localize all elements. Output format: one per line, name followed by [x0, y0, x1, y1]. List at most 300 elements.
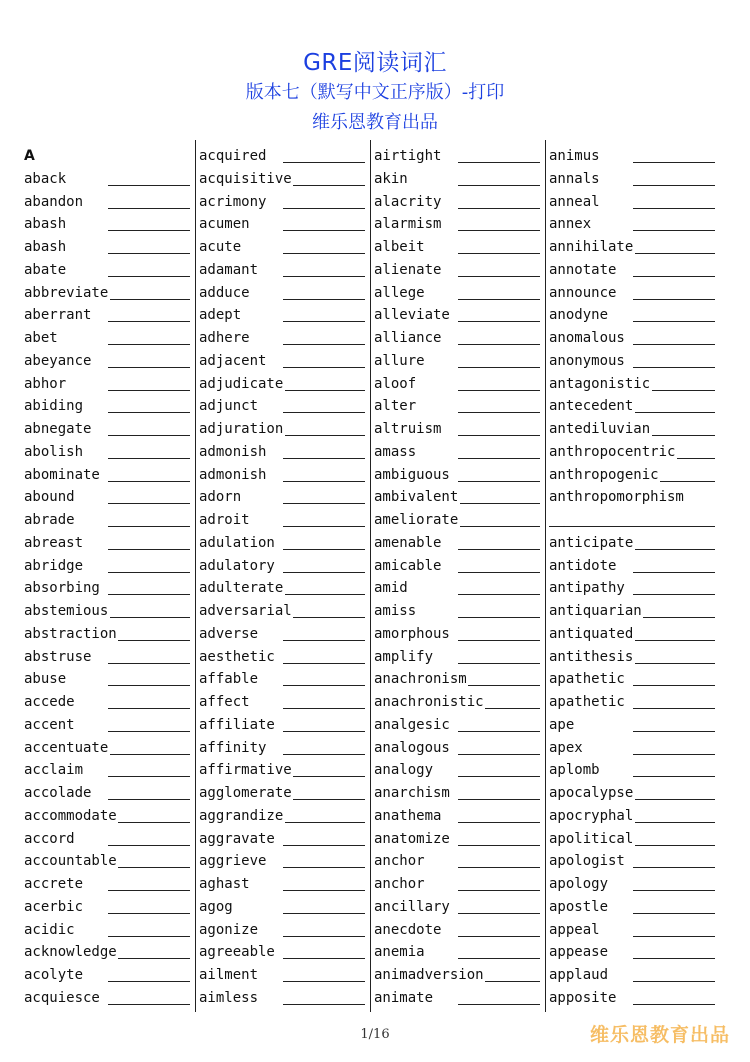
answer-blank[interactable]	[635, 799, 715, 800]
vocab-word: affinity	[199, 739, 267, 756]
vocab-word: analgesic	[374, 716, 450, 733]
word-entry	[199, 282, 369, 304]
answer-blank[interactable]	[118, 822, 190, 823]
answer-blank[interactable]	[633, 1004, 715, 1005]
answer-blank[interactable]	[458, 799, 540, 800]
answer-blank[interactable]	[652, 435, 715, 436]
vocab-word: aghast	[199, 876, 250, 892]
answer-blank[interactable]	[458, 640, 540, 641]
answer-blank[interactable]	[633, 594, 715, 595]
answer-blank[interactable]	[108, 936, 190, 937]
word-entry	[199, 259, 369, 281]
vocab-word: anneal	[549, 193, 600, 210]
vocab-word: acute	[199, 239, 242, 255]
answer-blank[interactable]	[118, 640, 190, 641]
answer-blank[interactable]	[108, 799, 190, 800]
answer-blank[interactable]	[118, 958, 190, 959]
vocab-word: animus	[549, 148, 600, 164]
answer-blank[interactable]	[633, 685, 715, 686]
answer-blank[interactable]	[283, 867, 365, 868]
answer-blank[interactable]	[283, 845, 365, 846]
vocab-word: amass	[374, 443, 417, 460]
vocab-word: apostle	[549, 898, 609, 915]
answer-blank[interactable]	[635, 640, 715, 641]
word-entry	[24, 577, 194, 599]
word-entry	[549, 236, 719, 258]
answer-blank[interactable]	[633, 708, 715, 709]
vocab-word: apathetic	[549, 671, 625, 688]
answer-blank[interactable]	[283, 208, 365, 209]
answer-blank[interactable]	[458, 344, 540, 345]
vocab-word: accolade	[24, 785, 92, 801]
vocab-word: absorbing	[24, 580, 100, 597]
word-entry	[374, 668, 544, 690]
answer-blank[interactable]	[283, 549, 365, 550]
word-entry	[374, 282, 544, 304]
answer-blank[interactable]	[652, 390, 715, 391]
word-entry	[199, 577, 369, 599]
vocab-word: anarchism	[374, 785, 450, 801]
answer-blank[interactable]	[458, 754, 540, 755]
answer-blank[interactable]	[458, 367, 540, 368]
word-entry	[199, 213, 369, 235]
word-entry	[549, 555, 719, 577]
vocab-word: apolitical	[549, 830, 634, 847]
answer-blank[interactable]	[110, 754, 190, 755]
vocab-word: annotate	[549, 261, 617, 278]
vocab-word: analogous	[374, 739, 450, 756]
answer-blank[interactable]	[458, 1004, 540, 1005]
word-entry	[549, 850, 719, 872]
word-entry	[24, 759, 194, 781]
word-entry	[374, 236, 544, 258]
answer-blank[interactable]	[633, 867, 715, 868]
answer-blank[interactable]	[108, 663, 190, 664]
answer-blank[interactable]	[283, 412, 365, 413]
answer-blank[interactable]	[458, 276, 540, 277]
vocab-word: abhor	[24, 375, 67, 392]
answer-blank[interactable]	[677, 458, 715, 459]
answer-blank[interactable]	[283, 321, 365, 322]
vocab-word: anathema	[374, 807, 442, 824]
answer-blank[interactable]	[458, 185, 540, 186]
word-entry	[549, 373, 719, 395]
word-entry	[374, 168, 544, 190]
word-entry	[199, 850, 369, 872]
word-entry	[549, 668, 719, 690]
answer-blank[interactable]	[635, 845, 715, 846]
word-entry	[199, 623, 369, 645]
answer-blank[interactable]	[283, 253, 365, 254]
vocab-word: abreast	[24, 534, 84, 551]
vocab-word: adjacent	[199, 352, 267, 369]
answer-blank[interactable]	[108, 321, 190, 322]
vocab-word: ape	[549, 716, 575, 733]
word-entry	[549, 259, 719, 281]
answer-blank[interactable]	[110, 299, 190, 300]
answer-blank[interactable]	[283, 936, 365, 937]
vocab-word: abolish	[24, 443, 84, 460]
answer-blank[interactable]	[633, 299, 715, 300]
vocab-word: alter	[374, 398, 417, 415]
word-entry	[374, 486, 544, 508]
answer-blank[interactable]	[283, 731, 365, 732]
answer-blank[interactable]	[633, 913, 715, 914]
word-entry	[374, 646, 544, 668]
answer-blank[interactable]	[283, 526, 365, 527]
vocab-word: aggrandize	[199, 807, 284, 824]
answer-blank[interactable]	[458, 890, 540, 891]
word-entry	[24, 259, 194, 281]
word-entry	[374, 441, 544, 463]
vocab-word: adulatory	[199, 557, 275, 574]
word-entry	[199, 418, 369, 440]
answer-blank[interactable]	[283, 344, 365, 345]
vocab-word: affiliate	[199, 716, 275, 733]
vocab-word: anatomize	[374, 830, 450, 847]
answer-blank[interactable]	[110, 617, 190, 618]
answer-blank[interactable]	[283, 663, 365, 664]
word-entry	[374, 509, 544, 531]
answer-blank[interactable]	[460, 526, 540, 527]
vocab-word: ancillary	[374, 898, 450, 915]
vocab-word: abash	[24, 216, 67, 233]
answer-blank[interactable]	[458, 731, 540, 732]
answer-blank[interactable]	[660, 481, 715, 482]
answer-blank[interactable]	[458, 913, 540, 914]
vocab-word: anthropocentric	[549, 443, 676, 460]
word-entry	[199, 532, 369, 554]
answer-blank[interactable]	[458, 321, 540, 322]
answer-blank[interactable]	[283, 981, 365, 982]
answer-blank[interactable]	[458, 481, 540, 482]
answer-blank[interactable]	[293, 776, 365, 777]
answer-blank[interactable]	[285, 435, 365, 436]
vocab-word: abet	[24, 330, 58, 346]
answer-blank[interactable]	[283, 708, 365, 709]
publisher-label: 维乐恩教育出品	[312, 112, 438, 133]
answer-blank[interactable]	[108, 344, 190, 345]
vocab-word: apology	[549, 876, 609, 892]
answer-blank[interactable]	[108, 435, 190, 436]
answer-blank[interactable]	[108, 253, 190, 254]
word-entry	[24, 441, 194, 463]
vocab-word: acumen	[199, 216, 250, 233]
word-entry	[24, 646, 194, 668]
answer-blank[interactable]	[458, 230, 540, 231]
answer-blank[interactable]	[108, 503, 190, 504]
word-entry	[24, 623, 194, 645]
vocab-word: adjunct	[199, 398, 259, 415]
answer-blank[interactable]	[283, 572, 365, 573]
vocab-word: anodyne	[549, 307, 609, 324]
answer-blank[interactable]	[635, 549, 715, 550]
answer-blank[interactable]	[283, 230, 365, 231]
vocab-word: anchor	[374, 853, 425, 870]
vocab-word: aberrant	[24, 307, 92, 324]
answer-blank[interactable]	[458, 390, 540, 391]
answer-blank[interactable]	[108, 230, 190, 231]
word-entry	[374, 259, 544, 281]
vocab-word: amicable	[374, 557, 442, 574]
vocab-word: aback	[24, 170, 67, 187]
vocab-word: anthropomorphism	[549, 489, 684, 506]
word-entry	[374, 919, 544, 941]
answer-blank[interactable]	[633, 754, 715, 755]
vocab-word: apocalypse	[549, 785, 634, 801]
word-entry	[374, 987, 544, 1009]
answer-blank[interactable]	[108, 412, 190, 413]
answer-blank[interactable]	[283, 503, 365, 504]
answer-blank[interactable]	[633, 572, 715, 573]
word-entry	[549, 168, 719, 190]
vocab-word: aimless	[199, 989, 259, 1006]
word-entry	[549, 145, 719, 167]
vocab-word: affirmative	[199, 762, 292, 779]
answer-blank[interactable]	[108, 549, 190, 550]
vocab-word: adulterate	[199, 580, 284, 597]
vocab-word: adept	[199, 307, 242, 324]
vocab-word: allege	[374, 284, 425, 301]
answer-blank[interactable]	[458, 208, 540, 209]
word-entry	[374, 805, 544, 827]
answer-blank[interactable]	[633, 981, 715, 982]
answer-blank[interactable]	[458, 412, 540, 413]
vocab-word: antipathy	[549, 580, 625, 597]
column-divider	[195, 140, 196, 1012]
answer-blank[interactable]	[633, 321, 715, 322]
answer-blank[interactable]	[458, 776, 540, 777]
word-entry	[199, 145, 369, 167]
word-entry	[24, 191, 194, 213]
answer-blank[interactable]	[633, 367, 715, 368]
word-entry	[24, 532, 194, 554]
word-entry	[24, 896, 194, 918]
vocab-word: adduce	[199, 284, 250, 301]
word-entry	[374, 145, 544, 167]
answer-blank[interactable]	[108, 208, 190, 209]
answer-blank[interactable]	[458, 435, 540, 436]
answer-blank[interactable]	[283, 913, 365, 914]
answer-blank[interactable]	[108, 1004, 190, 1005]
word-entry	[549, 213, 719, 235]
answer-blank[interactable]	[458, 299, 540, 300]
word-entry	[24, 350, 194, 372]
word-entry	[199, 782, 369, 804]
vocab-word: ambivalent	[374, 489, 459, 506]
vocab-word: aplomb	[549, 762, 600, 779]
word-entry	[374, 373, 544, 395]
answer-blank[interactable]	[283, 685, 365, 686]
vocab-word: agglomerate	[199, 785, 292, 801]
answer-blank[interactable]	[285, 822, 365, 823]
answer-blank[interactable]	[108, 458, 190, 459]
vocab-word: allure	[374, 352, 425, 369]
vocab-word: accord	[24, 830, 75, 847]
answer-blank[interactable]	[635, 412, 715, 413]
answer-blank[interactable]	[458, 253, 540, 254]
answer-blank[interactable]	[283, 958, 365, 959]
vocab-word: adhere	[199, 330, 250, 346]
answer-blank[interactable]	[283, 162, 365, 163]
word-entry	[199, 919, 369, 941]
answer-blank[interactable]	[108, 276, 190, 277]
answer-blank[interactable]	[485, 708, 540, 709]
answer-blank[interactable]	[108, 731, 190, 732]
answer-blank[interactable]	[283, 458, 365, 459]
answer-blank[interactable]	[108, 526, 190, 527]
answer-blank[interactable]	[633, 731, 715, 732]
answer-blank[interactable]	[458, 549, 540, 550]
answer-blank[interactable]	[458, 958, 540, 959]
vocab-word: apologist	[549, 853, 625, 870]
vocab-word: alarmism	[374, 216, 442, 233]
word-entry	[24, 964, 194, 986]
vocab-word: abrade	[24, 512, 75, 528]
answer-blank[interactable]	[283, 276, 365, 277]
answer-blank[interactable]	[283, 299, 365, 300]
word-entry	[374, 600, 544, 622]
answer-blank[interactable]	[285, 390, 365, 391]
word-entry	[374, 327, 544, 349]
word-entry	[374, 191, 544, 213]
answer-blank[interactable]	[460, 503, 540, 504]
word-entry	[24, 464, 194, 486]
vocab-word: anachronistic	[374, 694, 484, 710]
vocab-word: antithesis	[549, 648, 634, 665]
word-entry	[24, 873, 194, 895]
answer-blank[interactable]	[458, 663, 540, 664]
answer-blank[interactable]	[458, 822, 540, 823]
answer-blank[interactable]	[108, 390, 190, 391]
answer-blank[interactable]	[293, 799, 365, 800]
answer-blank[interactable]	[108, 890, 190, 891]
vocab-word: aloof	[374, 375, 417, 392]
answer-blank[interactable]	[293, 617, 365, 618]
word-entry	[549, 464, 719, 486]
word-entry	[199, 987, 369, 1009]
answer-blank[interactable]	[283, 890, 365, 891]
answer-blank[interactable]	[458, 458, 540, 459]
vocab-word: ailment	[199, 967, 259, 983]
page-title: GRE阅读词汇	[303, 50, 447, 76]
answer-blank[interactable]	[108, 845, 190, 846]
answer-blank[interactable]	[633, 162, 715, 163]
word-entry	[199, 668, 369, 690]
vocab-word: abnegate	[24, 421, 92, 437]
vocab-word: alienate	[374, 261, 442, 278]
word-entry	[24, 509, 194, 531]
word-entry	[24, 600, 194, 622]
section-letter	[24, 145, 194, 167]
answer-blank[interactable]	[283, 640, 365, 641]
answer-blank[interactable]	[633, 276, 715, 277]
vocab-word: apposite	[549, 989, 617, 1006]
answer-blank[interactable]	[635, 663, 715, 664]
word-entry	[24, 327, 194, 349]
answer-blank[interactable]	[633, 958, 715, 959]
vocab-word: A	[24, 148, 35, 164]
answer-blank[interactable]	[108, 185, 190, 186]
word-entry	[199, 509, 369, 531]
answer-blank[interactable]	[485, 981, 540, 982]
vocab-word: abstraction	[24, 625, 117, 642]
answer-blank[interactable]	[458, 594, 540, 595]
answer-blank[interactable]	[633, 936, 715, 937]
answer-blank[interactable]	[108, 981, 190, 982]
word-entry	[549, 441, 719, 463]
word-entry	[24, 486, 194, 508]
answer-blank[interactable]	[108, 572, 190, 573]
answer-blank[interactable]	[458, 617, 540, 618]
answer-blank[interactable]	[635, 822, 715, 823]
answer-blank[interactable]	[108, 913, 190, 914]
answer-blank[interactable]	[633, 890, 715, 891]
word-entry	[24, 919, 194, 941]
vocab-word: abeyance	[24, 352, 92, 369]
answer-blank[interactable]	[283, 1004, 365, 1005]
answer-blank[interactable]	[633, 185, 715, 186]
answer-blank[interactable]	[108, 776, 190, 777]
answer-blank[interactable]	[283, 754, 365, 755]
answer-blank[interactable]	[285, 594, 365, 595]
answer-blank[interactable]	[635, 253, 715, 254]
vocab-word: alacrity	[374, 193, 442, 210]
answer-blank[interactable]	[108, 594, 190, 595]
answer-blank[interactable]	[633, 344, 715, 345]
column-divider	[545, 140, 546, 1012]
word-entry	[374, 350, 544, 372]
answer-blank[interactable]	[549, 526, 715, 527]
word-entry	[24, 714, 194, 736]
answer-blank[interactable]	[633, 776, 715, 777]
answer-blank[interactable]	[108, 708, 190, 709]
word-entry	[374, 737, 544, 759]
vocab-word: anonymous	[549, 352, 625, 369]
answer-blank[interactable]	[458, 572, 540, 573]
answer-blank[interactable]	[118, 867, 190, 868]
vocab-word: agog	[199, 898, 233, 915]
answer-blank[interactable]	[108, 481, 190, 482]
answer-blank[interactable]	[633, 208, 715, 209]
answer-blank[interactable]	[458, 845, 540, 846]
answer-blank[interactable]	[633, 230, 715, 231]
answer-blank[interactable]	[458, 936, 540, 937]
answer-blank[interactable]	[643, 617, 715, 618]
word-entry	[24, 304, 194, 326]
vocab-word: accentuate	[24, 739, 109, 756]
vocab-word: antidote	[549, 557, 617, 574]
answer-blank[interactable]	[283, 481, 365, 482]
word-entry	[24, 395, 194, 417]
answer-blank[interactable]	[283, 367, 365, 368]
vocab-word: abash	[24, 239, 67, 255]
answer-blank[interactable]	[458, 162, 540, 163]
answer-blank[interactable]	[293, 185, 365, 186]
word-entry	[549, 623, 719, 645]
answer-blank[interactable]	[468, 685, 540, 686]
word-entry	[24, 805, 194, 827]
vocab-word: abiding	[24, 398, 84, 415]
answer-blank[interactable]	[108, 367, 190, 368]
answer-blank[interactable]	[108, 685, 190, 686]
word-entry	[549, 350, 719, 372]
word-entry	[549, 737, 719, 759]
vocab-word: abuse	[24, 671, 67, 688]
answer-blank[interactable]	[458, 867, 540, 868]
vocab-word: abate	[24, 261, 67, 278]
word-entry	[549, 964, 719, 986]
